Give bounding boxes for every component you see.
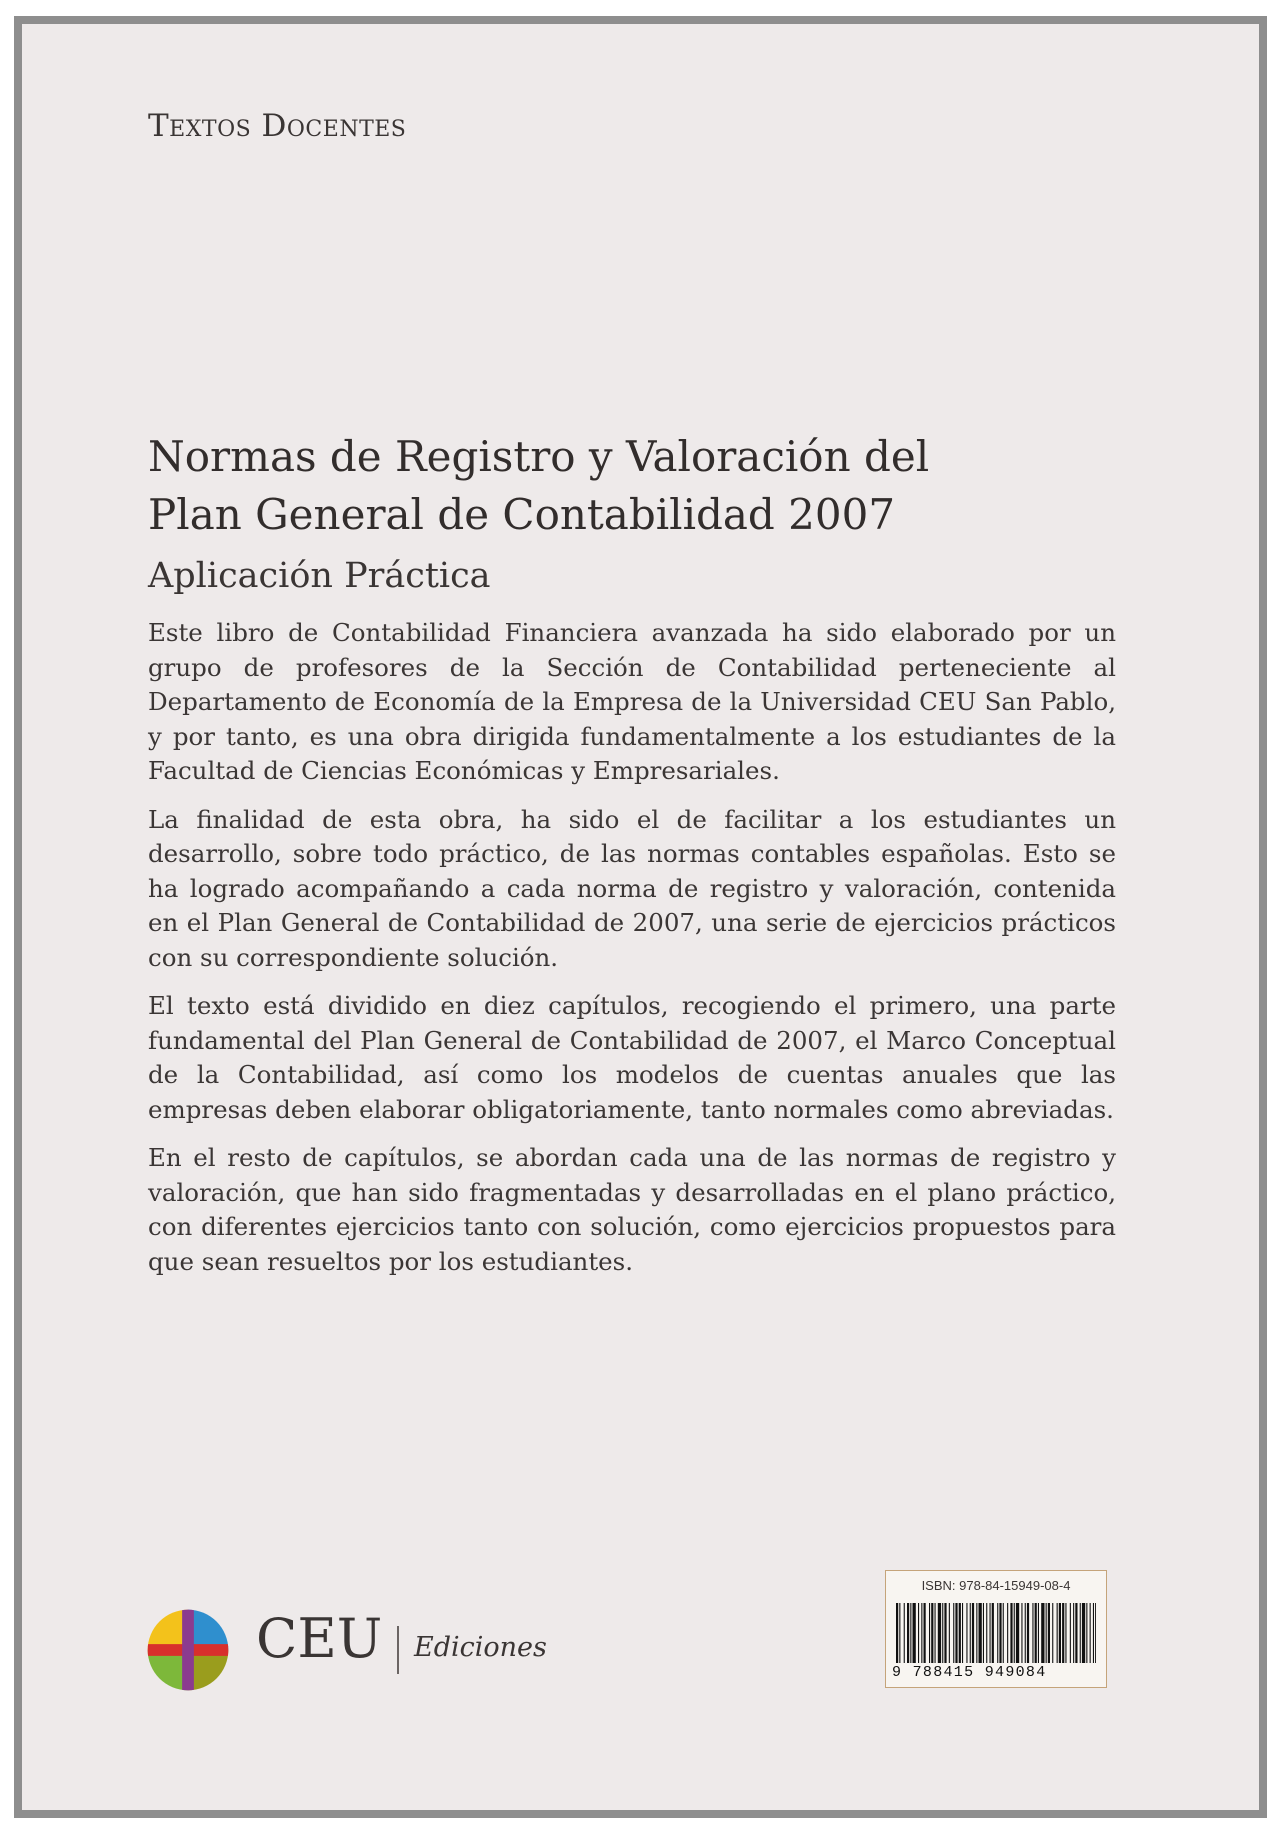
barcode-bar: [949, 1603, 950, 1663]
barcode-bar: [959, 1603, 961, 1663]
blurb-text: [148, 616, 1116, 1293]
barcode-bar: [904, 1603, 905, 1663]
barcode-bar: [1025, 1603, 1026, 1663]
isbn-barcode-box: [885, 1570, 1107, 1688]
logo-quadrant-top-left: [146, 1608, 188, 1650]
barcode-bar: [990, 1603, 991, 1663]
barcode-bar: [1059, 1603, 1061, 1663]
barcode-bar: [986, 1603, 987, 1663]
publisher-divider: [397, 1626, 399, 1674]
barcode-bar: [924, 1603, 926, 1663]
barcode-bar: [1095, 1603, 1096, 1663]
barcode-bar: [1048, 1603, 1050, 1663]
barcode-bar: [1057, 1603, 1058, 1663]
barcode-bar: [1090, 1603, 1091, 1663]
barcode-bar: [1082, 1603, 1085, 1663]
barcode-bar: [962, 1603, 963, 1663]
barcode-bar: [1007, 1603, 1008, 1663]
barcode-bar: [918, 1603, 919, 1663]
book-title-line-2: Plan General de Contabilidad 2007: [148, 490, 896, 539]
barcode-bar: [921, 1603, 922, 1663]
barcode-bar: [896, 1603, 898, 1663]
barcode-bar: [944, 1603, 946, 1663]
barcode-bar: [910, 1603, 911, 1663]
barcode-bar: [1035, 1603, 1037, 1663]
barcode-bar: [1080, 1603, 1081, 1663]
barcode-bar: [1086, 1603, 1087, 1663]
book-title: [148, 428, 1128, 544]
barcode-bar: [1046, 1603, 1047, 1663]
barcode-bar: [1014, 1603, 1015, 1663]
barcode-bar: [1065, 1603, 1066, 1663]
barcode-bar: [1016, 1603, 1019, 1663]
logo-cross-vertical: [182, 1608, 194, 1692]
barcode-bar: [929, 1603, 930, 1663]
blurb-paragraph-1: Este libro de Contabilidad Financiera avanzada ha sido elaborado por un grupo de profesores de la Sección de Contabilidad perteneciente al Departamento de Economía de la Empresa de la Universidad CEU San Pablo, y por tanto, es una obra dirigida fundamentalmente a los estudiantes de la Facultad de Ciencias Económicas y Empresariales.: [148, 618, 1116, 785]
isbn-label: ISBN: 978-84-15949-08-4: [921, 1578, 1071, 1593]
barcode-bar: [1010, 1603, 1012, 1663]
blurb-paragraph-2: La finalidad de esta obra, ha sido el de facilitar a los estudiantes un desarrollo, sobre todo práctico, de las normas contables españolas. Esto se ha logrado acompañando a cada norma de registro y valoración, contenida en el Plan General de Contabilidad de 2007, una serie de ejercicios prácticos con su correspondiente solución.: [148, 804, 1116, 972]
barcode-bar: [970, 1603, 971, 1663]
barcode-bar: [1038, 1603, 1039, 1663]
barcode-bar: [1093, 1603, 1094, 1663]
blurb-paragraph-4: En el resto de capítulos, se abordan cada una de las normas de registro y valoración, que han sido fragmentadas y desarrolladas en el plano práctico, con diferentes ejercicios tanto con solución, como ejercicios propuestos para que sean resueltos por los estudiantes.: [148, 1143, 1116, 1276]
barcode-digits: 9 788415 949084: [892, 1664, 1047, 1681]
barcode-bar: [972, 1603, 974, 1663]
barcode-bar: [1062, 1603, 1064, 1663]
barcode-bar: [1070, 1603, 1071, 1663]
barcode-bar: [907, 1603, 909, 1663]
logo-quadrant-bottom-right: [188, 1650, 230, 1692]
barcode-bar: [935, 1603, 936, 1663]
barcode-bar: [1027, 1603, 1029, 1663]
barcode-bar: [1003, 1603, 1004, 1663]
barcode-bar: [979, 1603, 982, 1663]
barcode-bar: [1052, 1603, 1053, 1663]
barcode-bar: [931, 1603, 933, 1663]
blurb-paragraph-3: El texto está dividido en diez capítulos, recogiendo el primero, una parte fundamental del Plan General de Contabilidad de 2007, el Marco Conceptual de la Contabilidad, así como los modelos de cuentas anuales que las empresas deben elaborar obligatoriamente, tanto normales como abreviadas.: [148, 991, 1116, 1124]
barcode-bar: [899, 1603, 900, 1663]
logo-quadrant-top-right: [188, 1608, 230, 1650]
barcode-bar: [942, 1603, 943, 1663]
barcode-bar: [938, 1603, 941, 1663]
barcode-bar: [1032, 1603, 1033, 1663]
barcode-bar: [999, 1603, 1001, 1663]
barcode-bar: [1075, 1603, 1077, 1663]
ceu-logo-icon: [146, 1608, 230, 1692]
barcode-bar: [976, 1603, 977, 1663]
barcode-bar: [955, 1603, 957, 1663]
barcode-bar: [997, 1603, 998, 1663]
series-label: Textos Docentes: [148, 108, 407, 144]
barcode-bar: [992, 1603, 994, 1663]
barcode-bar: [1021, 1603, 1022, 1663]
book-title-line-1: Normas de Registro y Valoración del: [148, 432, 930, 481]
logo-quadrant-bottom-left: [146, 1650, 188, 1692]
barcode-bar: [1041, 1603, 1044, 1663]
barcode-bar: [1073, 1603, 1074, 1663]
barcode-bar: [966, 1603, 967, 1663]
barcode-bar: [913, 1603, 916, 1663]
book-subtitle: Aplicación Práctica: [148, 556, 491, 596]
publisher-imprint: Ediciones: [414, 1632, 547, 1663]
barcode-icon: [896, 1603, 1096, 1663]
barcode-bar: [953, 1603, 954, 1663]
barcode-bar: [983, 1603, 984, 1663]
publisher-name: CEU: [256, 1607, 383, 1670]
